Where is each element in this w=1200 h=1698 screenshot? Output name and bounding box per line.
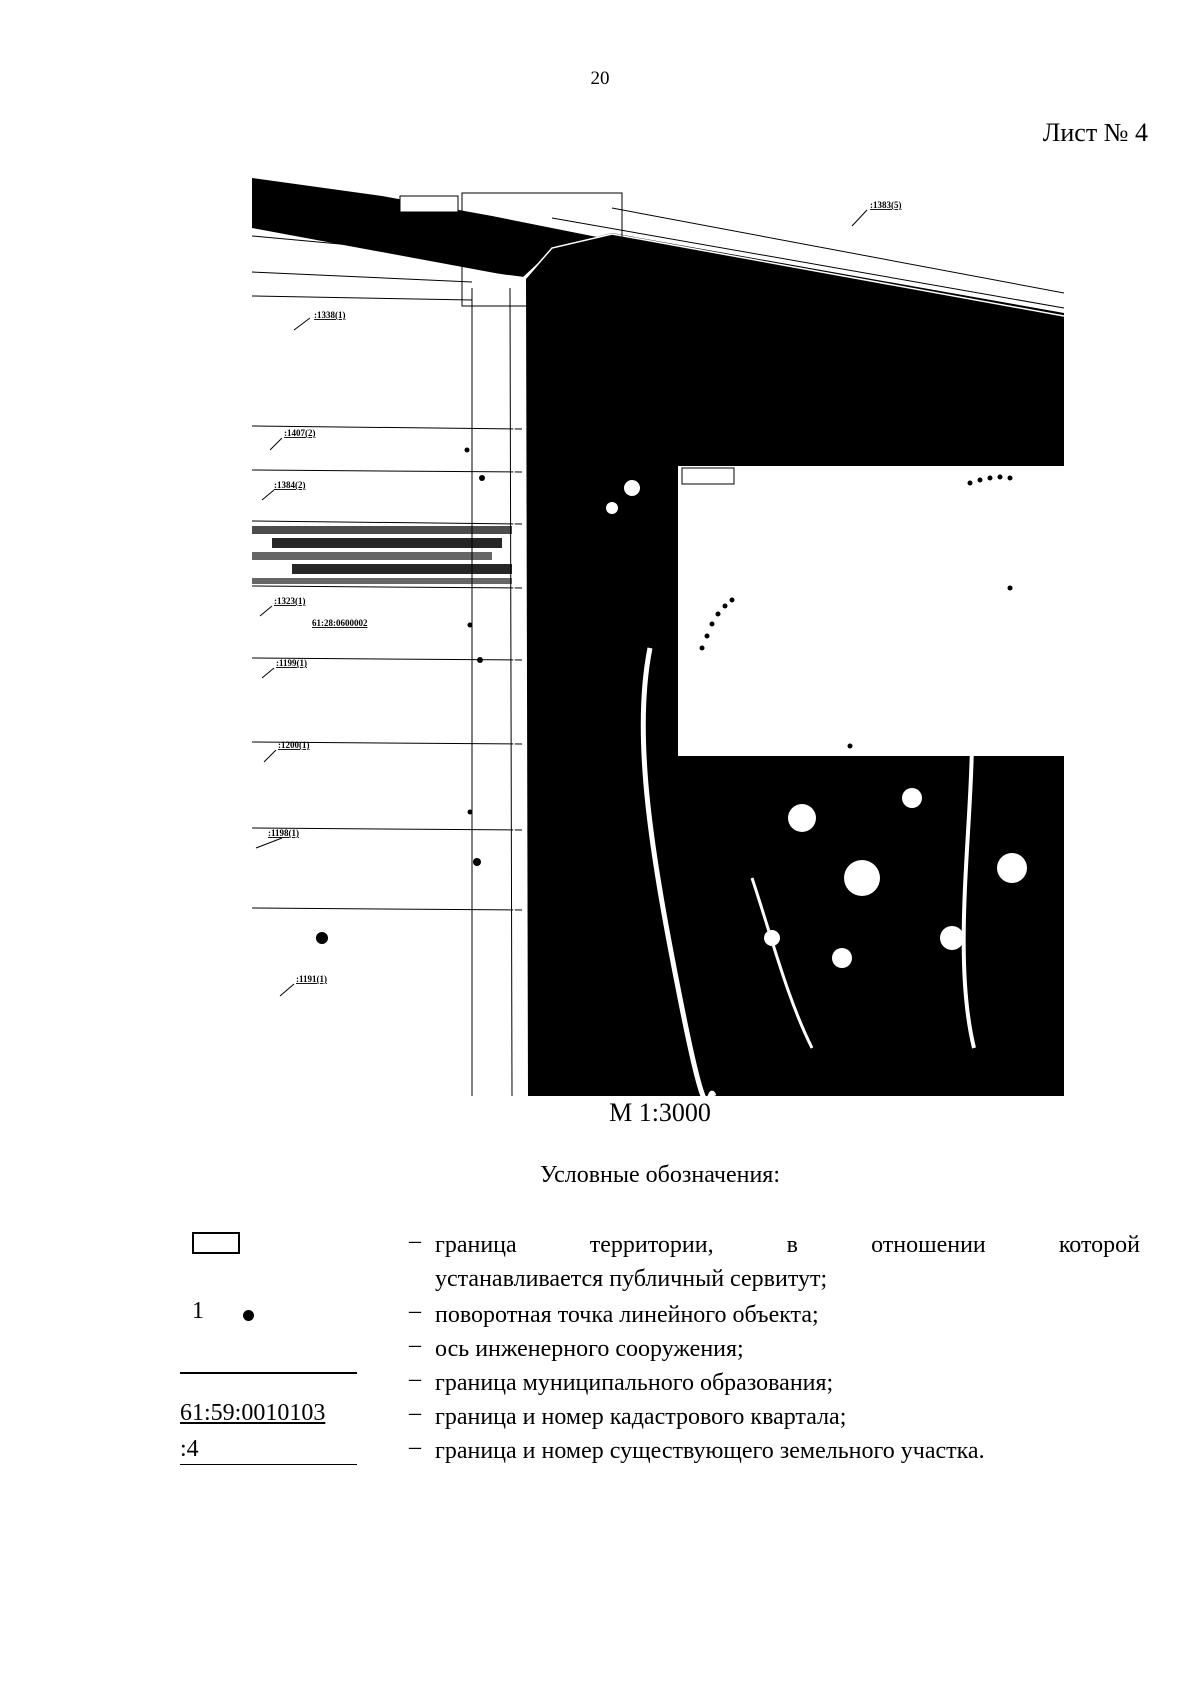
legend-desc: граница территории, в отношении которой (435, 1232, 1140, 1258)
legend-desc: ось инженерного сооружения; (435, 1336, 744, 1362)
legend-item-servitude-boundary (180, 1228, 1140, 1296)
line-symbol-icon (180, 1372, 357, 1374)
map-label: :1200(1) (278, 740, 310, 750)
legend-dash: – (409, 1298, 421, 1324)
legend-desc: граница муниципального образования; (435, 1370, 834, 1396)
map-label: :1338(1) (314, 310, 346, 320)
legend-item-turning-point (180, 1298, 1140, 1332)
legend-dash: – (409, 1400, 421, 1426)
legend (180, 1228, 1140, 1468)
cadastral-number: 61:59:0010103 (180, 1400, 326, 1426)
map-label: 61:28:0600002 (312, 618, 368, 628)
map-label: :1199(1) (276, 658, 307, 668)
map-scale: М 1:3000 (609, 1098, 711, 1127)
legend-dash: – (409, 1434, 421, 1460)
legend-item-municipal-boundary (180, 1366, 1140, 1400)
page-number: 20 (590, 68, 610, 89)
legend-dash: – (409, 1332, 421, 1358)
point-number: 1 (192, 1298, 204, 1324)
point-dot-icon (243, 1310, 254, 1321)
legend-title: Условные обозначения: (539, 1162, 781, 1188)
legend-item-cadastral-quarter (180, 1400, 1140, 1434)
rectangle-symbol-icon (192, 1232, 240, 1254)
map-label: :1198(1) (268, 828, 299, 838)
map-label: :1384(2) (274, 480, 306, 490)
map-label: :1191(1) (296, 974, 327, 984)
legend-desc: поворотная точка линейного объекта; (435, 1302, 819, 1328)
legend-dash: – (409, 1228, 421, 1254)
map-label: :1383(5) (870, 200, 902, 210)
map-image (252, 178, 1064, 1096)
map-label: :1407(2) (284, 428, 316, 438)
legend-desc: граница и номер существующего земельного участка. (435, 1438, 985, 1464)
parcel-number: :4 (180, 1434, 357, 1465)
map-label: :1323(1) (274, 596, 306, 606)
cadastral-map (252, 178, 1064, 1096)
legend-desc: граница и номер кадастрового квартала; (435, 1404, 847, 1430)
sheet-label: Лист № 4 (1042, 118, 1148, 147)
legend-dash: – (409, 1366, 421, 1392)
legend-desc: устанавливается публичный сервитут; (435, 1266, 828, 1292)
legend-item-land-parcel (180, 1434, 1140, 1468)
